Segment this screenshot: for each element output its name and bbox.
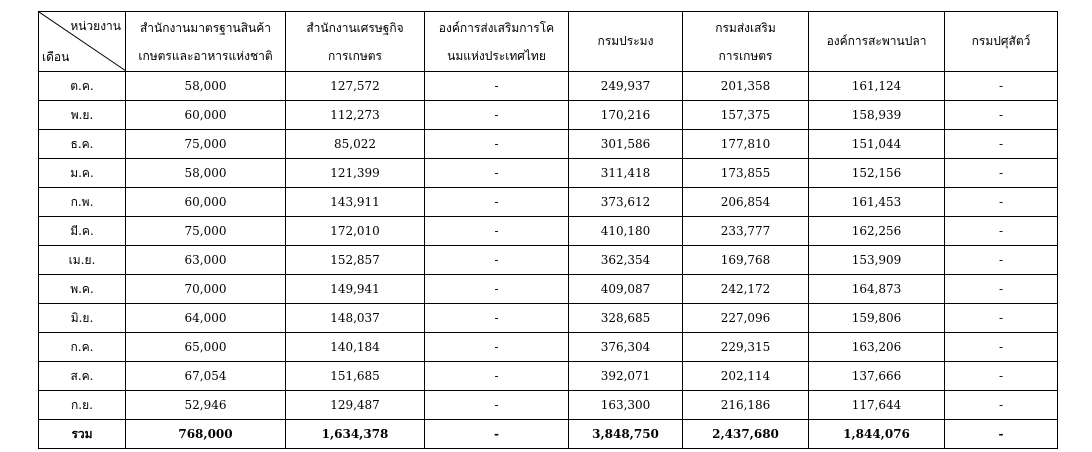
value-cell: 63,000 xyxy=(126,246,286,275)
column-header xyxy=(425,12,569,72)
total-cell: - xyxy=(945,420,1058,449)
value-cell: 233,777 xyxy=(683,217,809,246)
corner-header xyxy=(39,12,126,72)
month-cell: มี.ค. xyxy=(39,217,126,246)
value-cell: - xyxy=(425,188,569,217)
value-cell: 177,810 xyxy=(683,130,809,159)
month-cell: มิ.ย. xyxy=(39,304,126,333)
data-table-container xyxy=(38,11,1058,449)
month-cell: ก.ค. xyxy=(39,333,126,362)
column-header xyxy=(683,12,809,72)
table-row xyxy=(39,362,1058,391)
value-cell: 162,256 xyxy=(809,217,945,246)
total-cell: 3,848,750 xyxy=(569,420,683,449)
value-cell: 121,399 xyxy=(286,159,425,188)
total-cell: - xyxy=(425,420,569,449)
value-cell: 229,315 xyxy=(683,333,809,362)
month-cell: ธ.ค. xyxy=(39,130,126,159)
value-cell: 201,358 xyxy=(683,72,809,101)
value-cell: - xyxy=(945,217,1058,246)
value-cell: 311,418 xyxy=(569,159,683,188)
column-header xyxy=(945,12,1058,72)
value-cell: 112,273 xyxy=(286,101,425,130)
month-cell: ม.ค. xyxy=(39,159,126,188)
value-cell: - xyxy=(425,101,569,130)
column-header-line2: เกษตรและอาหารแห่งชาติ xyxy=(138,48,273,63)
column-header-line2: การเกษตร xyxy=(328,48,382,63)
month-cell: ก.พ. xyxy=(39,188,126,217)
value-cell: 157,375 xyxy=(683,101,809,130)
table-row xyxy=(39,188,1058,217)
value-cell: 152,857 xyxy=(286,246,425,275)
value-cell: 159,806 xyxy=(809,304,945,333)
column-header-line1: กรมประมง xyxy=(597,34,654,48)
value-cell: 172,010 xyxy=(286,217,425,246)
value-cell: - xyxy=(945,362,1058,391)
table-body xyxy=(39,72,1058,449)
value-cell: 169,768 xyxy=(683,246,809,275)
value-cell: 163,300 xyxy=(569,391,683,420)
value-cell: - xyxy=(945,130,1058,159)
column-header-line2: การเกษตร xyxy=(718,48,773,63)
value-cell: 301,586 xyxy=(569,130,683,159)
month-cell: ต.ค. xyxy=(39,72,126,101)
value-cell: - xyxy=(945,275,1058,304)
header-row xyxy=(39,12,1058,72)
value-cell: 60,000 xyxy=(126,188,286,217)
month-cell: เม.ย. xyxy=(39,246,126,275)
table-row xyxy=(39,101,1058,130)
column-header-line1: องค์การสะพานปลา xyxy=(826,34,927,48)
column-header xyxy=(809,12,945,72)
value-cell: 409,087 xyxy=(569,275,683,304)
value-cell: - xyxy=(425,130,569,159)
table-row xyxy=(39,391,1058,420)
value-cell: - xyxy=(425,362,569,391)
column-header-line1: กรมปศุสัตว์ xyxy=(971,34,1031,48)
total-label: รวม xyxy=(39,420,126,449)
column-header xyxy=(286,12,425,72)
value-cell: 163,206 xyxy=(809,333,945,362)
value-cell: 127,572 xyxy=(286,72,425,101)
table-row xyxy=(39,333,1058,362)
month-cell: พ.ค. xyxy=(39,275,126,304)
column-header-line1: กรมส่งเสริม xyxy=(715,20,776,35)
value-cell: 373,612 xyxy=(569,188,683,217)
value-cell: 149,941 xyxy=(286,275,425,304)
column-header-line2: นมแห่งประเทศไทย xyxy=(447,48,546,63)
column-header-line1: องค์การส่งเสริมการโค xyxy=(438,20,555,35)
table-row xyxy=(39,217,1058,246)
value-cell: 161,453 xyxy=(809,188,945,217)
value-cell: 206,854 xyxy=(683,188,809,217)
value-cell: - xyxy=(425,72,569,101)
value-cell: - xyxy=(425,304,569,333)
table-row xyxy=(39,72,1058,101)
table-row xyxy=(39,304,1058,333)
total-cell: 1,634,378 xyxy=(286,420,425,449)
value-cell: - xyxy=(945,391,1058,420)
value-cell: 410,180 xyxy=(569,217,683,246)
value-cell: 392,071 xyxy=(569,362,683,391)
value-cell: 52,946 xyxy=(126,391,286,420)
value-cell: 202,114 xyxy=(683,362,809,391)
value-cell: - xyxy=(945,101,1058,130)
table-row xyxy=(39,275,1058,304)
column-header-line1: สำนักงานมาตรฐานสินค้า xyxy=(139,20,272,35)
value-cell: - xyxy=(945,188,1058,217)
value-cell: 75,000 xyxy=(126,217,286,246)
value-cell: 143,911 xyxy=(286,188,425,217)
corner-unit-label: หน่วยงาน xyxy=(70,19,121,33)
value-cell: 60,000 xyxy=(126,101,286,130)
value-cell: 129,487 xyxy=(286,391,425,420)
table-row xyxy=(39,246,1058,275)
value-cell: 58,000 xyxy=(126,72,286,101)
column-header xyxy=(126,12,286,72)
value-cell: 376,304 xyxy=(569,333,683,362)
value-cell: - xyxy=(425,217,569,246)
value-cell: - xyxy=(945,72,1058,101)
value-cell: 216,186 xyxy=(683,391,809,420)
total-cell: 2,437,680 xyxy=(683,420,809,449)
value-cell: - xyxy=(945,159,1058,188)
month-cell: ส.ค. xyxy=(39,362,126,391)
value-cell: 173,855 xyxy=(683,159,809,188)
value-cell: - xyxy=(945,304,1058,333)
value-cell: 137,666 xyxy=(809,362,945,391)
value-cell: 249,937 xyxy=(569,72,683,101)
table-row xyxy=(39,159,1058,188)
value-cell: - xyxy=(425,333,569,362)
value-cell: 158,939 xyxy=(809,101,945,130)
value-cell: - xyxy=(425,246,569,275)
month-cell: ก.ย. xyxy=(39,391,126,420)
total-row xyxy=(39,420,1058,449)
value-cell: 85,022 xyxy=(286,130,425,159)
value-cell: 362,354 xyxy=(569,246,683,275)
total-cell: 768,000 xyxy=(126,420,286,449)
value-cell: 65,000 xyxy=(126,333,286,362)
value-cell: 164,873 xyxy=(809,275,945,304)
total-cell: 1,844,076 xyxy=(809,420,945,449)
month-cell: พ.ย. xyxy=(39,101,126,130)
value-cell: 58,000 xyxy=(126,159,286,188)
value-cell: - xyxy=(945,333,1058,362)
value-cell: - xyxy=(945,246,1058,275)
value-cell: 70,000 xyxy=(126,275,286,304)
column-header-line1: สำนักงานเศรษฐกิจ xyxy=(306,20,404,35)
value-cell: 328,685 xyxy=(569,304,683,333)
value-cell: 148,037 xyxy=(286,304,425,333)
value-cell: 140,184 xyxy=(286,333,425,362)
value-cell: 67,054 xyxy=(126,362,286,391)
value-cell: 151,685 xyxy=(286,362,425,391)
value-cell: - xyxy=(425,275,569,304)
column-header xyxy=(569,12,683,72)
value-cell: 170,216 xyxy=(569,101,683,130)
value-cell: 153,909 xyxy=(809,246,945,275)
value-cell: 242,172 xyxy=(683,275,809,304)
value-cell: 75,000 xyxy=(126,130,286,159)
corner-month-label: เดือน xyxy=(42,50,70,64)
value-cell: 151,044 xyxy=(809,130,945,159)
table-row xyxy=(39,130,1058,159)
value-cell: 152,156 xyxy=(809,159,945,188)
value-cell: 117,644 xyxy=(809,391,945,420)
value-cell: - xyxy=(425,391,569,420)
data-table xyxy=(38,11,1058,449)
value-cell: 227,096 xyxy=(683,304,809,333)
value-cell: 161,124 xyxy=(809,72,945,101)
value-cell: 64,000 xyxy=(126,304,286,333)
value-cell: - xyxy=(425,159,569,188)
